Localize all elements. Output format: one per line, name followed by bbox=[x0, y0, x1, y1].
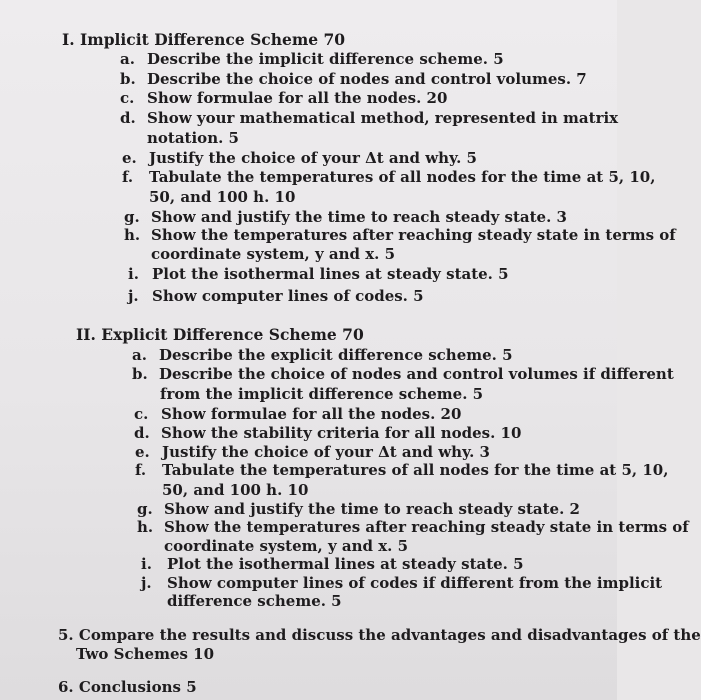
item-label: d. bbox=[134, 424, 150, 442]
item-label: a. bbox=[120, 50, 135, 68]
item-5-cont: Two Schemes 10 bbox=[76, 645, 215, 663]
section-2-item-f-cont: 50, and 100 h. 10 bbox=[162, 481, 309, 499]
item-label: h. bbox=[124, 226, 141, 244]
item-text: Show and justify the time to reach steady state. 3 bbox=[151, 208, 567, 226]
item-5: 5. Compare the results and discuss the advantages and disadvantages of the bbox=[58, 626, 701, 644]
section-2-item-h-cont: coordinate system, y and x. 5 bbox=[164, 537, 409, 555]
item-label: d. bbox=[120, 109, 136, 127]
item-6: 6. Conclusions 5 bbox=[58, 678, 197, 696]
item-text: Show formulae for all the nodes. 20 bbox=[161, 405, 462, 423]
item-label: b. bbox=[120, 70, 136, 88]
item-text: Tabulate the temperatures of all nodes for the time at 5, 10, bbox=[162, 461, 669, 479]
item-text: Show the temperatures after reaching steady state in terms of bbox=[151, 226, 676, 244]
section-1-item-d-cont: notation. 5 bbox=[147, 129, 239, 147]
item-text: Show the stability criteria for all nodes. 10 bbox=[161, 424, 522, 442]
section-1-item-f-cont: 50, and 100 h. 10 bbox=[149, 188, 296, 206]
item-label: h. bbox=[137, 518, 154, 536]
item-text: Describe the implicit difference scheme. 5 bbox=[147, 50, 504, 68]
section-2-item-b-cont: from the implicit difference scheme. 5 bbox=[160, 385, 484, 403]
section-2-title: II. Explicit Difference Scheme 70 bbox=[76, 325, 364, 344]
item-label: b. bbox=[132, 365, 148, 383]
item-label: c. bbox=[120, 89, 135, 107]
item-label: g. bbox=[137, 500, 153, 518]
item-text: Plot the isothermal lines at steady state. 5 bbox=[152, 265, 509, 283]
section-1-title: I. Implicit Difference Scheme 70 bbox=[62, 30, 346, 49]
item-label: e. bbox=[122, 149, 137, 167]
section-2-item-j-cont: difference scheme. 5 bbox=[167, 592, 342, 610]
item-text: Show computer lines of codes if different from the implicit bbox=[167, 574, 663, 592]
item-text: Show the temperatures after reaching steady state in terms of bbox=[164, 518, 689, 536]
item-text: Show formulae for all the nodes. 20 bbox=[147, 89, 448, 107]
item-text: Show your mathematical method, represented in matrix bbox=[147, 109, 619, 127]
item-label: g. bbox=[124, 208, 140, 226]
item-text: Show computer lines of codes. 5 bbox=[152, 287, 424, 305]
item-label: i. bbox=[128, 265, 139, 283]
item-text: Describe the choice of nodes and control volumes. 7 bbox=[147, 70, 587, 88]
item-text: Justify the choice of your Δt and why. 3 bbox=[162, 443, 490, 461]
item-text: Plot the isothermal lines at steady state. 5 bbox=[167, 555, 524, 573]
item-label: c. bbox=[134, 405, 149, 423]
item-label: j. bbox=[128, 287, 139, 305]
item-text: Describe the explicit difference scheme. 5 bbox=[159, 346, 513, 364]
item-text: Tabulate the temperatures of all nodes for the time at 5, 10, bbox=[149, 168, 656, 186]
item-label: i. bbox=[141, 555, 152, 573]
item-label: j. bbox=[141, 574, 152, 592]
section-1-item-h-cont: coordinate system, y and x. 5 bbox=[151, 245, 396, 263]
item-text: Justify the choice of your Δt and why. 5 bbox=[149, 149, 477, 167]
item-text: Show and justify the time to reach steady state. 2 bbox=[164, 500, 580, 518]
item-text: Describe the choice of nodes and control volumes if different bbox=[159, 365, 674, 383]
item-label: f. bbox=[122, 168, 134, 186]
item-label: f. bbox=[135, 461, 147, 479]
item-label: e. bbox=[135, 443, 150, 461]
item-label: a. bbox=[132, 346, 147, 364]
